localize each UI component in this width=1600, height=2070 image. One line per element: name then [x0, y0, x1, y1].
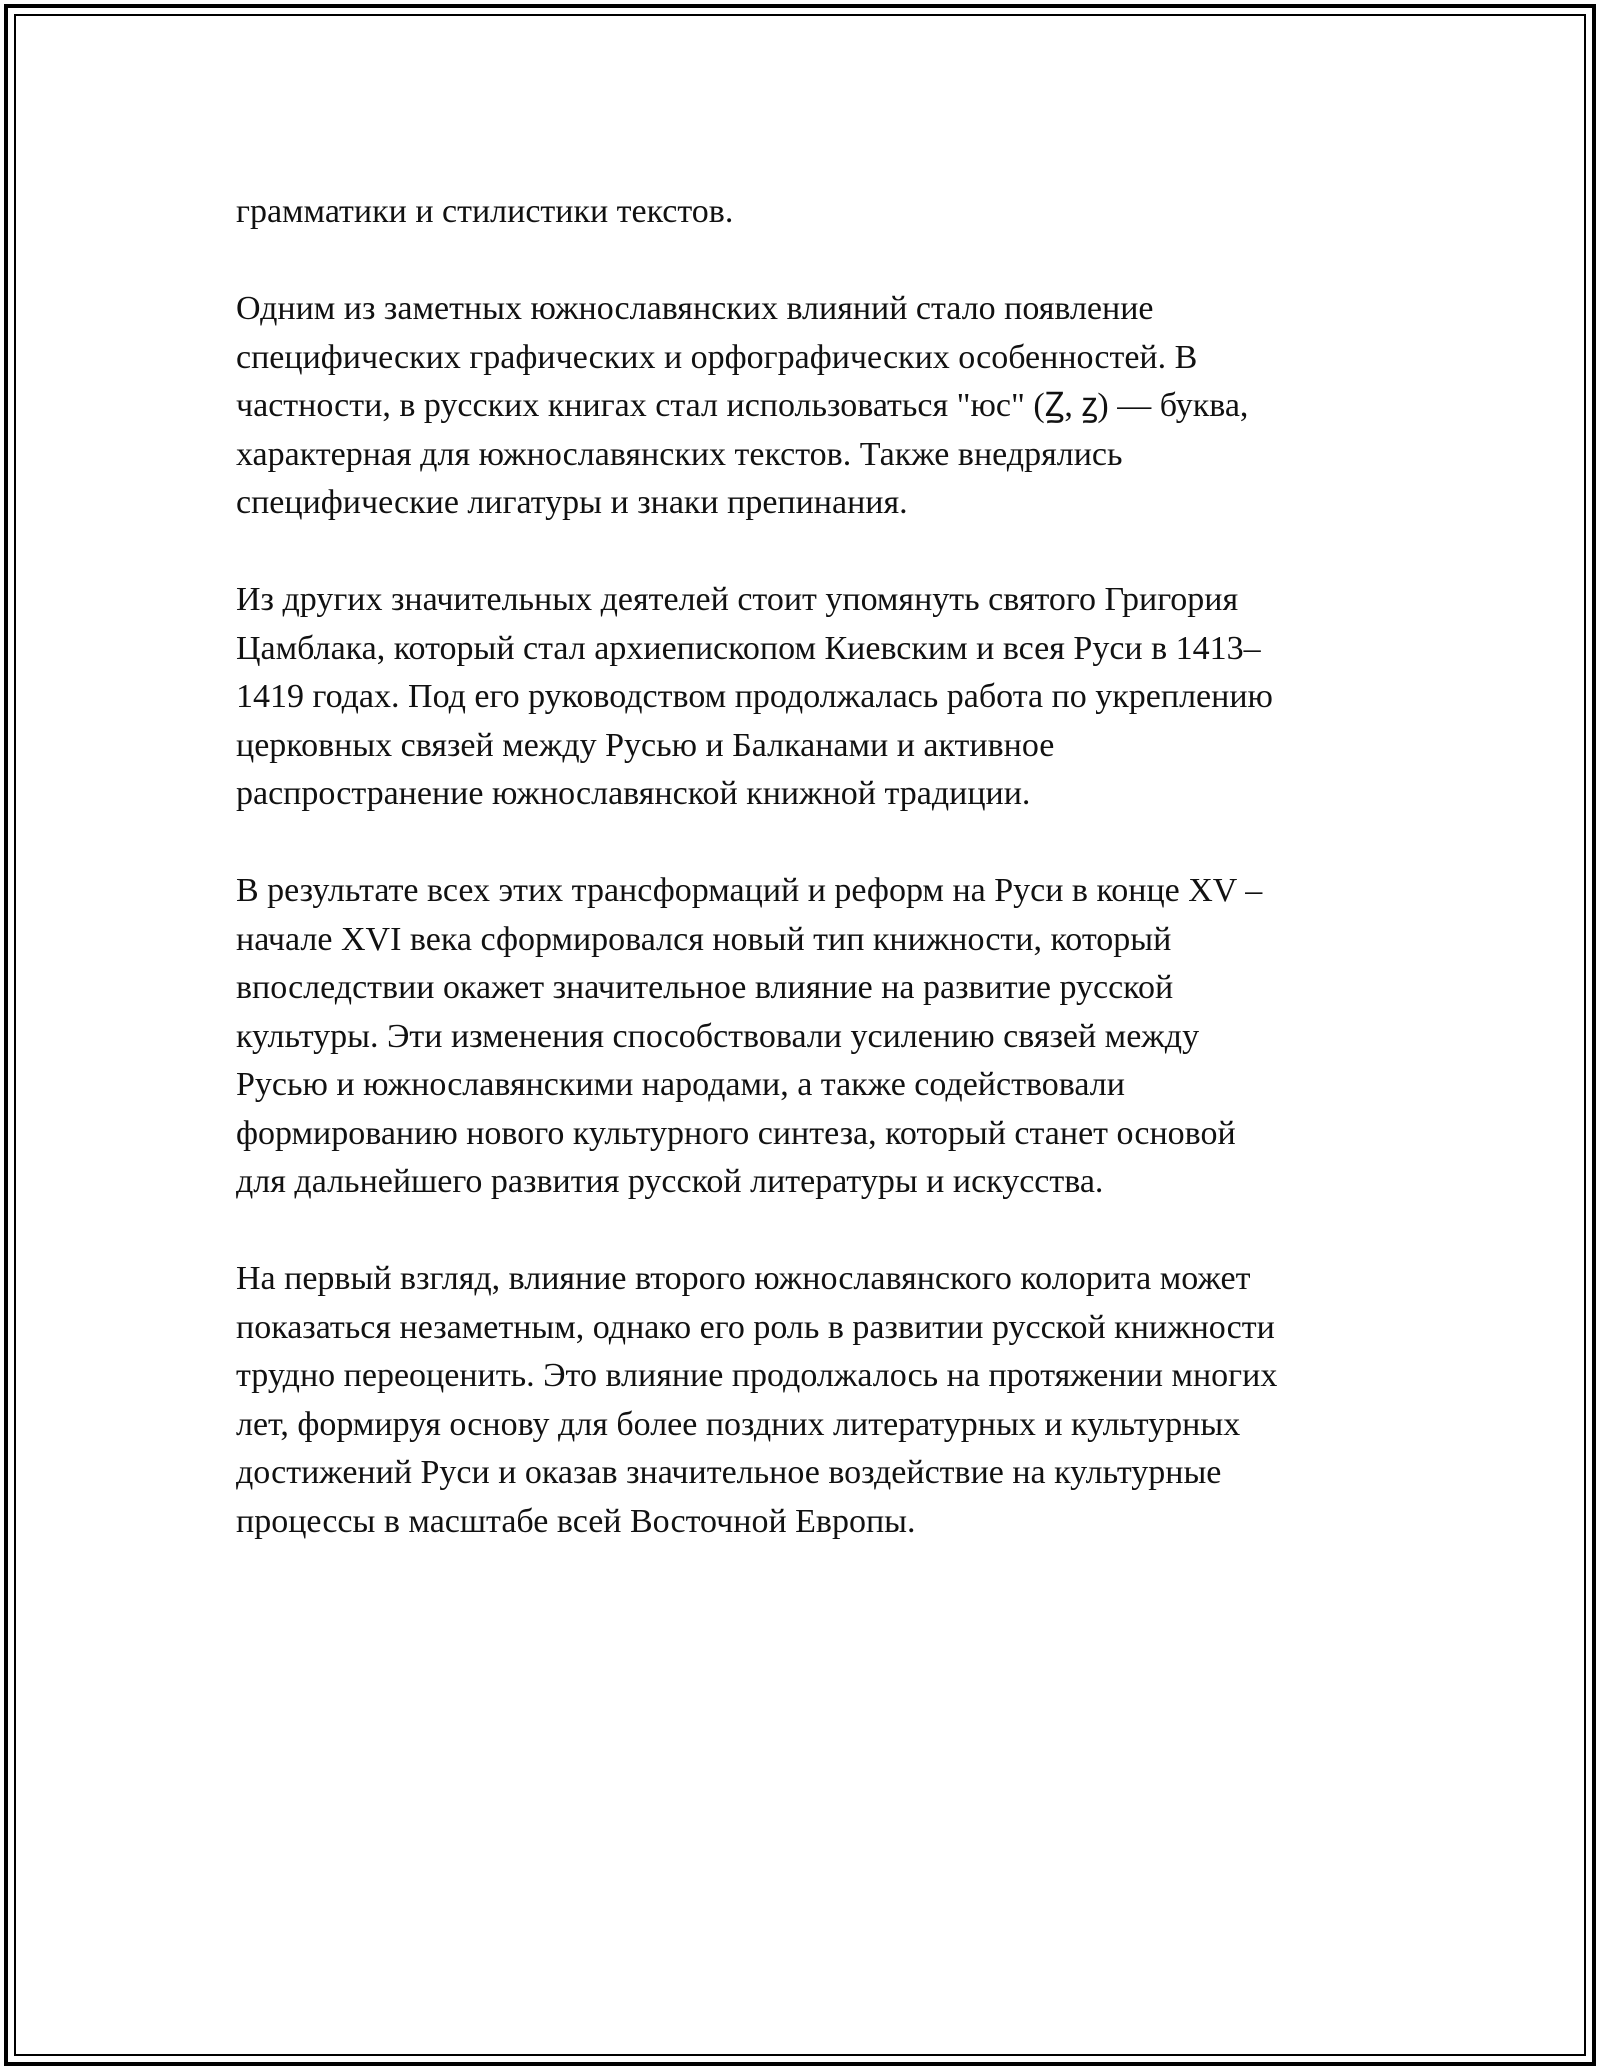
paragraph-5: На первый взгляд, влияние второго южнославянского колорита может показаться незаметным, однако его роль в развитии русской книжности трудно переоценить. Это влияние продолжалось на протяжении многих лет, формируя основу для более поздних литературных и культурных достижений Руси и оказав значительное воздействие на культурные процессы в масштабе всей Восточной Европы.	[236, 1260, 1278, 1540]
document-body	[236, 188, 1376, 1595]
paragraph-3: Из других значительных деятелей стоит упомянуть святого Григория Цамблака, который стал архиепископом Киевским и всея Руси в 1413– 1419 годах. Под его руководством продолжалась работа по укреплению церковных связей между Русью и Балканами и активное распространение южнославянской книжной традиции.	[236, 581, 1273, 812]
paragraph-1: грамматики и стилистики текстов.	[236, 193, 734, 230]
paragraph-4: В результате всех этих трансформаций и реформ на Руси в конце XV – начале XVI века сформировался новый тип книжности, который впоследствии окажет значительное влияние на развитие русской культуры. Эти изменения способствовали усилению связей между Русью и южнославянскими народами, а также содействовали формированию нового культурного синтеза, который станет основой для дальнейшего развития русской литературы и искусства.	[236, 872, 1263, 1200]
paragraph-2: Одним из заметных южнославянских влияний стало появление специфических графических и орфографических особенностей. В частности, в русских книгах стал использоваться "юс" (Ꙁ, ꙁ) — буква, характерная для южнославянских текстов. Также внедрялись специфические лигатуры и знаки препинания.	[236, 290, 1249, 521]
